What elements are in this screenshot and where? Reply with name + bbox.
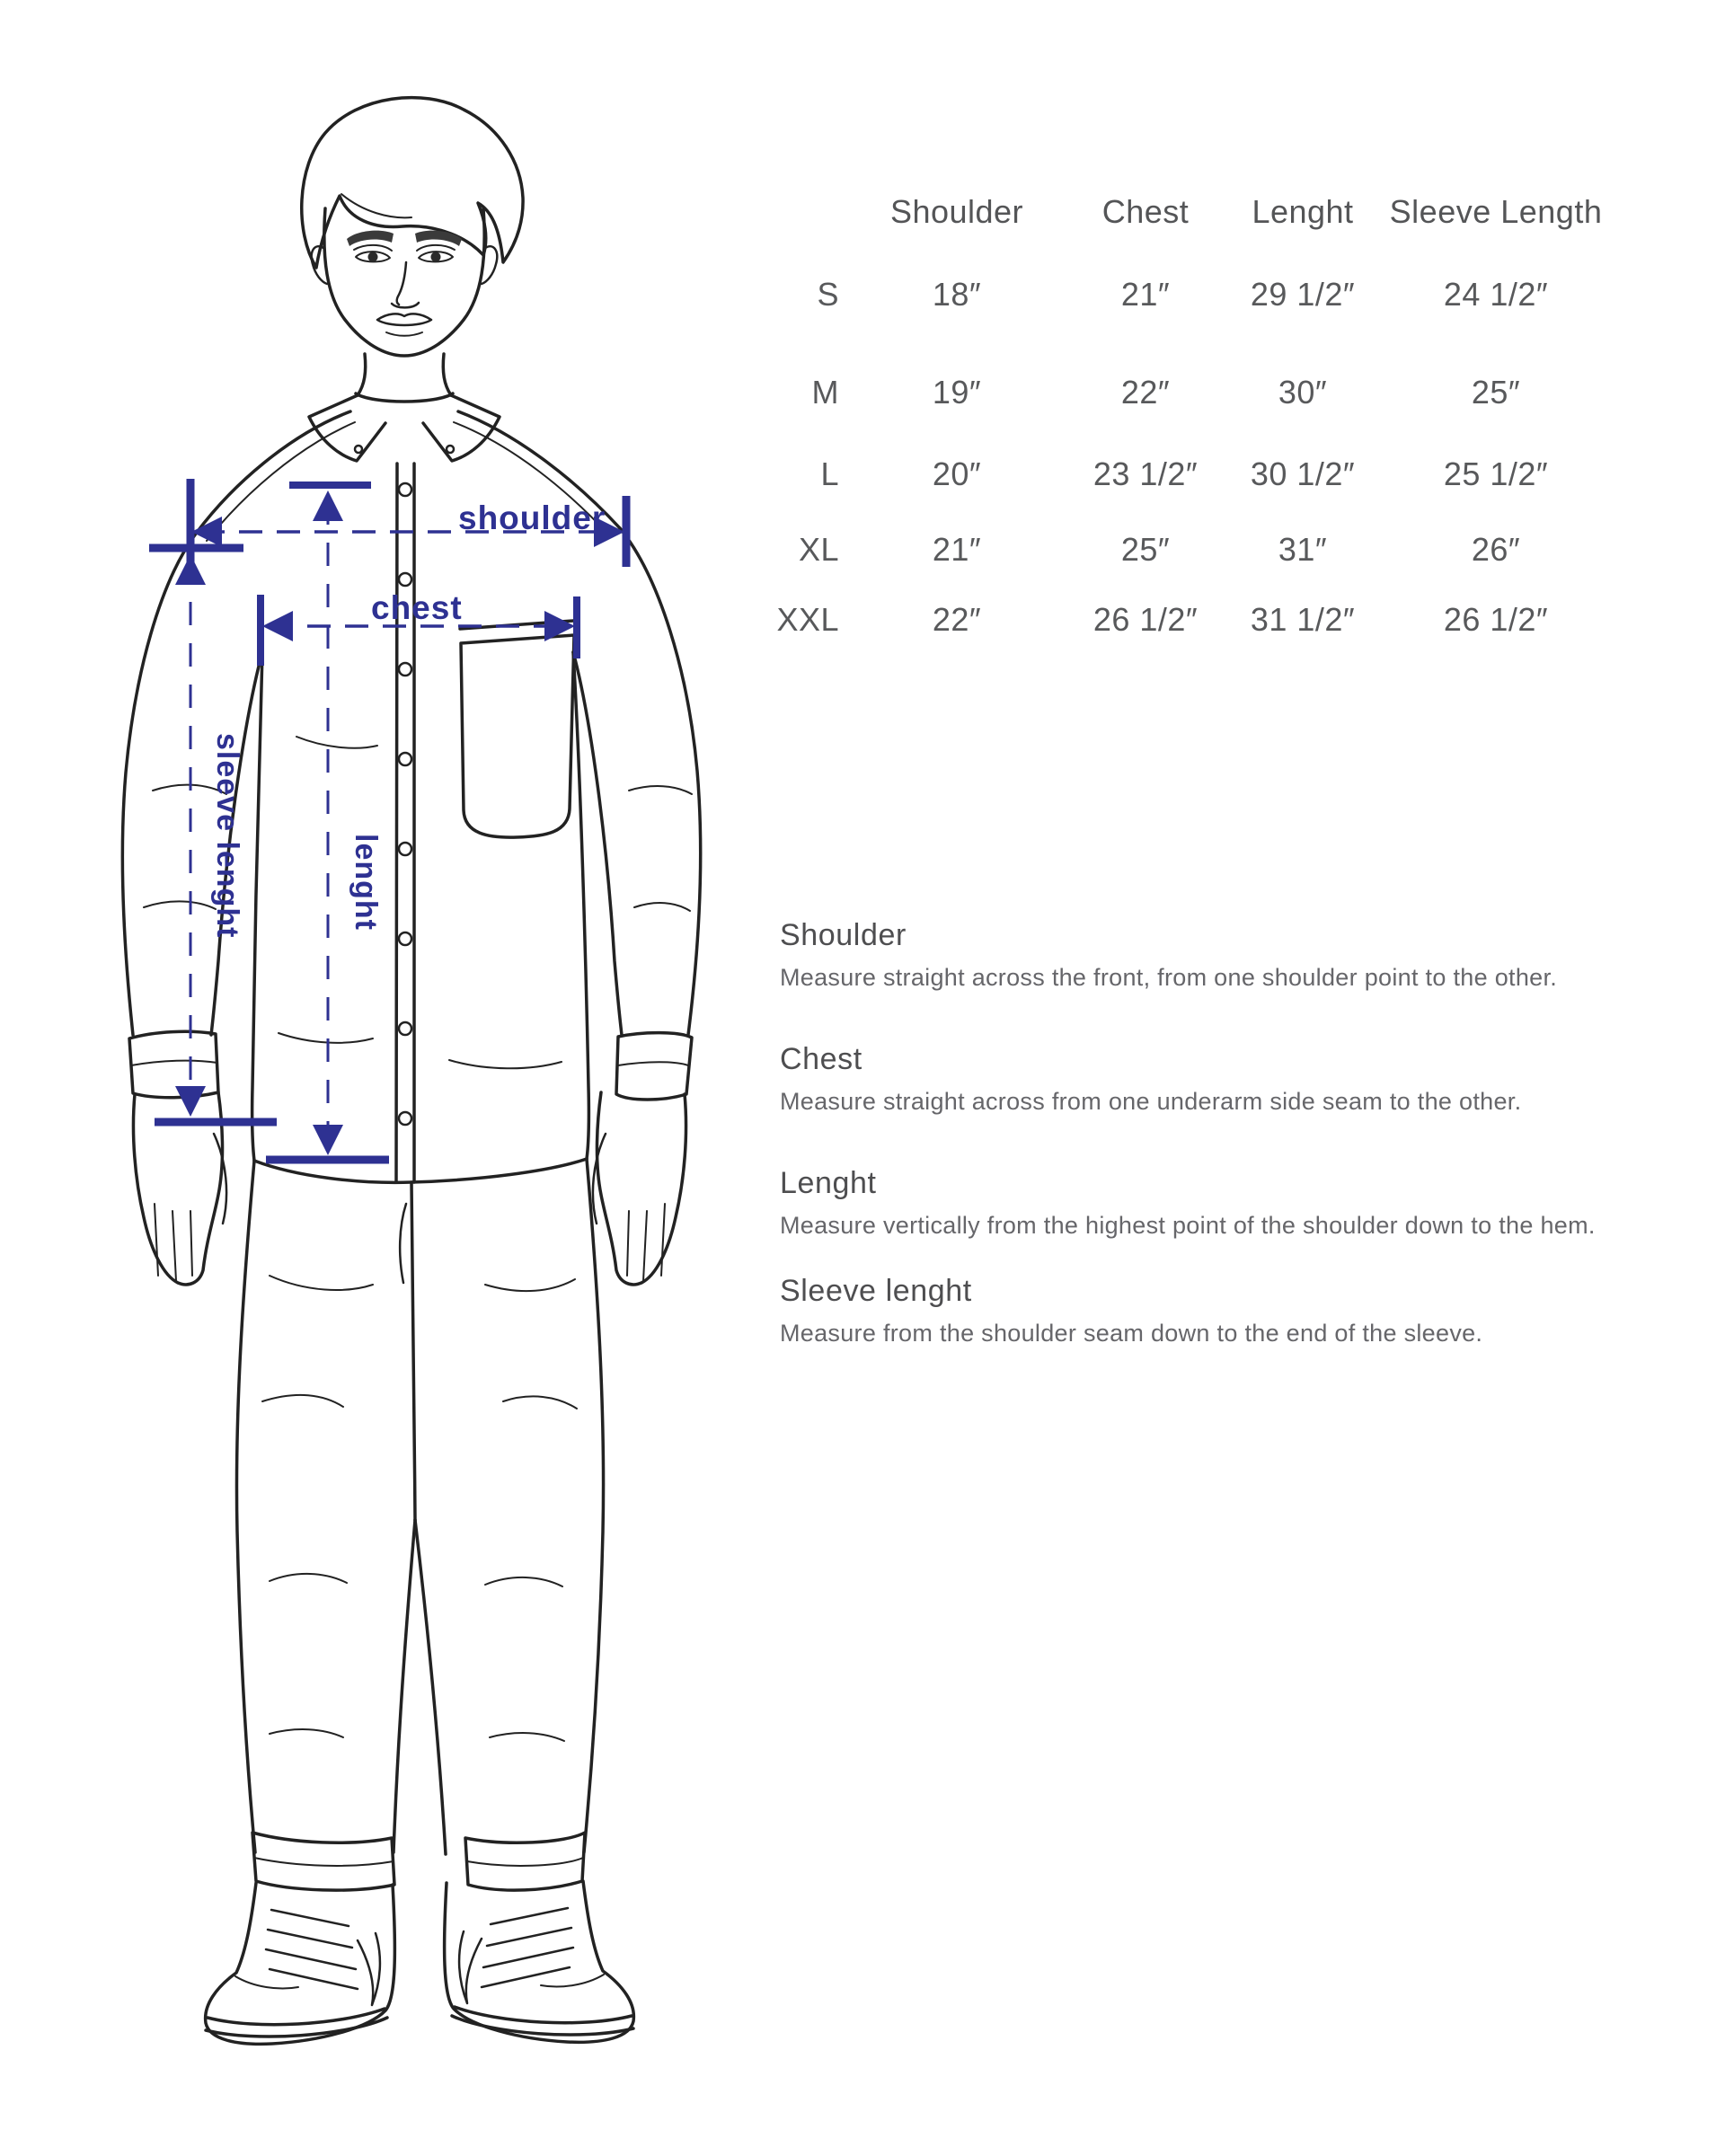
right-cuff-seam <box>618 1062 688 1065</box>
shoulder-label: shoulder <box>458 499 606 536</box>
column-header-sleeve-length: Sleeve Length <box>1389 193 1603 230</box>
table-cell: 25″ <box>1120 531 1171 568</box>
left-shoe-sole <box>206 2009 387 2037</box>
left-eyelid <box>354 245 392 251</box>
shirt-button <box>399 1022 411 1035</box>
left-collar <box>309 395 385 461</box>
table-cell: 31″ <box>1278 531 1328 568</box>
jeans-right-outer <box>584 1159 604 1852</box>
guide-length <box>780 1166 1596 1240</box>
lips <box>377 314 431 325</box>
jeans-knee-crease <box>270 1574 347 1583</box>
column-header-chest: Chest <box>1101 193 1190 230</box>
right-shoe-outline <box>445 1881 634 2042</box>
guide-shoulder-text: Measure straight across the front, from one shoulder point to the other. <box>780 964 1558 991</box>
right-fingers <box>627 1204 665 1281</box>
guide-chest-title: Chest <box>780 1042 862 1076</box>
right-cuff <box>616 1033 692 1100</box>
right-collar <box>423 395 500 461</box>
guide-chest-text: Measure straight across from one underarm side seam to the other. <box>780 1088 1522 1115</box>
hair-outline <box>302 98 523 268</box>
right-pupil <box>431 252 441 262</box>
table-cell: 26″ <box>1471 531 1521 568</box>
sleeve-wrinkle <box>629 786 692 794</box>
length-label: lenght <box>349 834 383 931</box>
left-shoe-swoosh <box>358 1933 380 2005</box>
table-cell: 31 1/2″ <box>1250 601 1356 638</box>
guide-sleeve-length <box>780 1274 1482 1348</box>
chest-measurement <box>261 589 577 666</box>
shoulder-measurement <box>149 479 626 570</box>
table-cell: 20″ <box>932 455 982 492</box>
table-cell: 25 1/2″ <box>1443 455 1549 492</box>
table-cell: 29 1/2″ <box>1250 276 1356 313</box>
jeans-shin-crease <box>490 1733 564 1741</box>
shirt-wrinkle <box>296 737 377 748</box>
sleeve-wrinkle <box>634 903 690 911</box>
table-cell: 18″ <box>932 276 982 313</box>
size-label: XXL <box>776 601 839 638</box>
collar-band <box>356 393 453 402</box>
table-cell: 19″ <box>932 374 982 411</box>
lower-lip <box>386 332 422 336</box>
right-eyelid <box>417 245 455 251</box>
right-shoe-toecap <box>541 1975 604 1987</box>
neck <box>358 354 451 395</box>
jeans-wrinkle <box>503 1396 577 1409</box>
table-cell: 23 1/2″ <box>1092 455 1199 492</box>
sneakers-drawing <box>206 1881 634 2044</box>
column-header-shoulder: Shoulder <box>889 193 1024 230</box>
table-cell: 26 1/2″ <box>1092 601 1199 638</box>
column-header-length: Lenght <box>1252 193 1354 230</box>
guide-shoulder-title: Shoulder <box>780 918 907 952</box>
shirt-button <box>399 663 411 676</box>
shirt-button <box>399 753 411 765</box>
right-jean-cuff-seam <box>467 1858 583 1866</box>
sleeve-bottom-arrow <box>175 1086 206 1117</box>
shirt-button <box>399 932 411 945</box>
shirt-left-seam <box>252 652 262 1161</box>
size-label: XL <box>798 531 839 568</box>
table-cell: 25″ <box>1471 374 1521 411</box>
left-pupil <box>368 252 378 262</box>
left-cuff-seam <box>131 1061 217 1065</box>
left-jean-cuff-seam <box>254 1858 394 1866</box>
guide-length-text: Measure vertically from the highest point of the shoulder down to the hem. <box>780 1212 1596 1239</box>
shirt-button <box>399 483 411 496</box>
guide-sleeve-length-title: Sleeve lenght <box>780 1274 972 1308</box>
right-sleeve-outer <box>620 528 701 1035</box>
head-drawing <box>302 98 523 395</box>
table-cell: 21″ <box>1120 276 1171 313</box>
left-fingers <box>155 1204 192 1281</box>
size-table <box>764 184 1608 653</box>
left-cuff <box>129 1031 218 1098</box>
table-cell: 30 1/2″ <box>1250 455 1356 492</box>
jeans-knee-crease <box>485 1577 562 1586</box>
right-eyebrow <box>415 231 462 246</box>
size-label: L <box>820 455 839 492</box>
table-cell: 21″ <box>932 531 982 568</box>
shirt-button <box>399 573 411 586</box>
sleeve-wrinkle <box>144 901 216 909</box>
jeans-shin-crease <box>270 1729 343 1737</box>
shirt-button <box>399 1112 411 1125</box>
table-cell: 22″ <box>932 601 982 638</box>
table-cell: 24 1/2″ <box>1443 276 1549 313</box>
length-measurement <box>266 485 389 1160</box>
sleeve-length-label: sleeve lenght <box>210 733 244 939</box>
chest-pocket <box>460 621 574 837</box>
shirt-wrinkle <box>279 1033 373 1043</box>
size-label: M <box>811 374 839 411</box>
right-hand <box>597 1092 686 1285</box>
jeans-fly <box>400 1204 406 1283</box>
jeans-left-outer <box>236 1161 255 1852</box>
guide-length-title: Lenght <box>780 1166 877 1200</box>
left-shoe-laces <box>266 1910 358 1989</box>
right-shoe-laces <box>482 1908 573 1987</box>
right-shoe-sole <box>452 2007 633 2035</box>
right-collar-button <box>447 446 454 453</box>
length-bottom-arrow <box>313 1125 343 1155</box>
left-shoe-outline <box>206 1883 395 2044</box>
shirt-wrinkle <box>449 1060 562 1068</box>
shirt-right-seam <box>573 652 588 1159</box>
guide-sleeve-length-text: Measure from the shoulder seam down to the end of the sleeve. <box>780 1320 1483 1347</box>
chest-left-arrow <box>262 611 293 641</box>
placket <box>396 464 414 1182</box>
jeans-center-seam <box>411 1182 415 1520</box>
nose <box>392 262 419 307</box>
shirt-drawing <box>122 393 700 1182</box>
left-shoe-toecap <box>235 1976 298 1989</box>
left-eyebrow <box>347 231 394 246</box>
guide-chest <box>780 1042 1521 1116</box>
jeans-right-inseam <box>415 1520 446 1854</box>
left-collar-button <box>355 446 362 453</box>
guide-shoulder <box>780 918 1557 992</box>
size-label: S <box>817 276 839 313</box>
jeans-wrinkle <box>485 1279 575 1291</box>
jeans-wrinkle <box>262 1395 343 1407</box>
table-cell: 22″ <box>1120 374 1171 411</box>
jeans-wrinkle <box>270 1276 373 1290</box>
jeans-left-inseam <box>394 1520 415 1852</box>
right-shoe-swoosh <box>459 1931 482 2003</box>
length-top-arrow <box>313 490 343 521</box>
table-cell: 26 1/2″ <box>1443 601 1549 638</box>
shirt-button <box>399 843 411 855</box>
jeans-drawing <box>236 1159 603 1890</box>
chest-label: chest <box>371 589 463 626</box>
table-cell: 30″ <box>1278 374 1328 411</box>
